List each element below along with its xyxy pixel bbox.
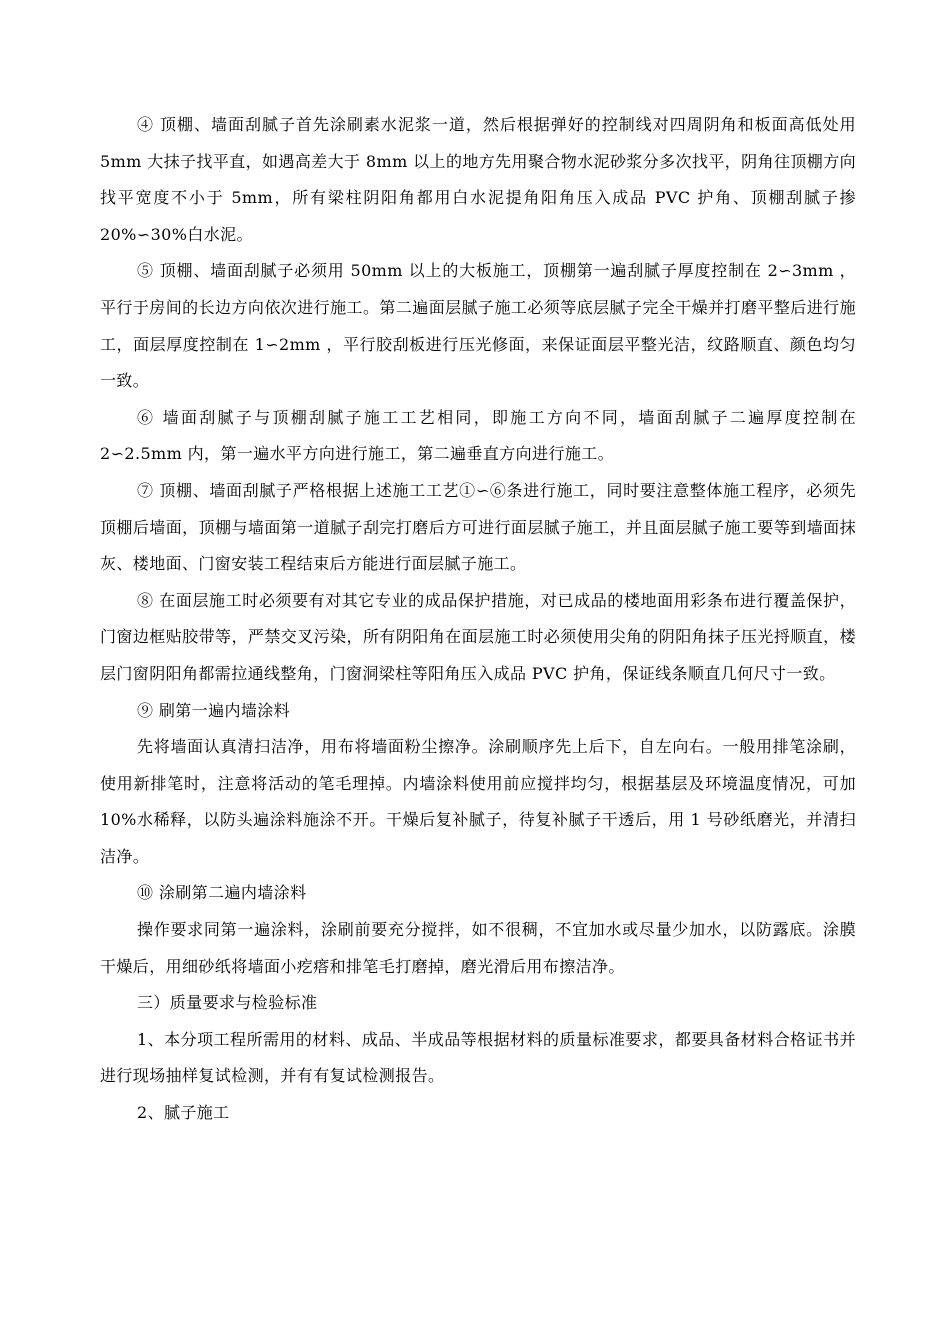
- paragraph-step-6: ⑥ 墙面刮腻子与顶棚刮腻子施工工艺相同，即施工方向不同，墙面刮腻子二遍厚度控制在 2∽2.5mm 内，第一遍水平方向进行施工，第二遍垂直方向进行施工。: [100, 407, 856, 464]
- paragraph-step-7: ⑦ 顶棚、墙面刮腻子严格根据上述施工工艺①∽⑥条进行施工，同时要注意整体施工程序，必须先顶棚后墙面，顶棚与墙面第一道腻子刮完打磨后方可进行面层腻子施工，并且面层腻子施工要等到墙面抹灰、楼地面、门窗安装工程结束后方能进行面层腻子施工。: [100, 480, 856, 574]
- paragraph-second-coat: 操作要求同第一遍涂料，涂刷前要充分搅拌，如不很稠，不宜加水或尽量少加水，以防露底。涂膜干燥后，用细砂纸将墙面小疙瘩和排笔毛打磨掉，磨光滑后用布擦洁净。: [100, 920, 856, 976]
- section-heading-quality: 三）质量要求与检验标准: [137, 993, 318, 1013]
- paragraph-step-5: ⑤ 顶棚、墙面刮腻子必须用 50mm 以上的大板施工，顶棚第一遍刮腻子厚度控制在 2∽3mm ，平行于房间的长边方向依次进行施工。第二遍面层腻子施工必须等底层腻子完全干燥并打磨平整后进行施工，面层厚度控制在 1∽2mm ，平行胶刮板进行压光修面，来保证面层平整光洁，纹路顺直、颜色均匀一致。: [100, 261, 856, 391]
- paragraph-step-4: ④ 顶棚、墙面刮腻子首先涂刷素水泥浆一道，然后根据弹好的控制线对四周阴角和板面高低处用 5mm 大抹子找平直，如遇高差大于 8mm 以上的地方先用聚合物水泥砂浆分多次找平，阴角往顶棚方向找平宽度不小于 5mm，所有梁柱阴阳角都用白水泥提角阳角压入成品 PVC 护角、顶棚刮腻子掺 20%∽30%白水泥。: [100, 115, 856, 244]
- paragraph-step-8: ⑧ 在面层施工时必须要有对其它专业的成品保护措施，对已成品的楼地面用彩条布进行覆盖保护，门窗边框贴胶带等，严禁交叉污染，所有阴阳角在面层施工时必须使用尖角的阴阳角抹子压光捋顺直，楼层门窗阴阳角都需拉通线整角，门窗洞梁柱等阳角压入成品 PVC 护角，保证线条顺直几何尺寸一致。: [100, 590, 856, 683]
- heading-step-9: ⑨ 刷第一遍内墙涂料: [137, 700, 291, 720]
- paragraph-first-coat: 先将墙面认真清扫洁净，用布将墙面粉尘擦净。涂刷顺序先上后下，自左向右。一般用排笔涂刷，使用新排笔时，注意将活动的笔毛理掉。内墙涂料使用前应搅拌均匀，根据基层及环境温度情况，可加 10%水稀释，以防头遍涂料施涂不开。干燥后复补腻子，待复补腻子干透后，用 1 号砂纸磨光，并清扫洁净。: [100, 737, 856, 866]
- paragraph-quality-1: 1、本分项工程所需用的材料、成品、半成品等根据材料的质量标准要求，都要具备材料合格证书并进行现场抽样复试检测，并有有复试检测报告。: [100, 1029, 856, 1086]
- document-page: [100, 107, 856, 1132]
- heading-step-10: ⑩ 涂刷第二遍内墙涂料: [137, 883, 307, 903]
- heading-quality-2: 2、腻子施工: [137, 1103, 230, 1123]
